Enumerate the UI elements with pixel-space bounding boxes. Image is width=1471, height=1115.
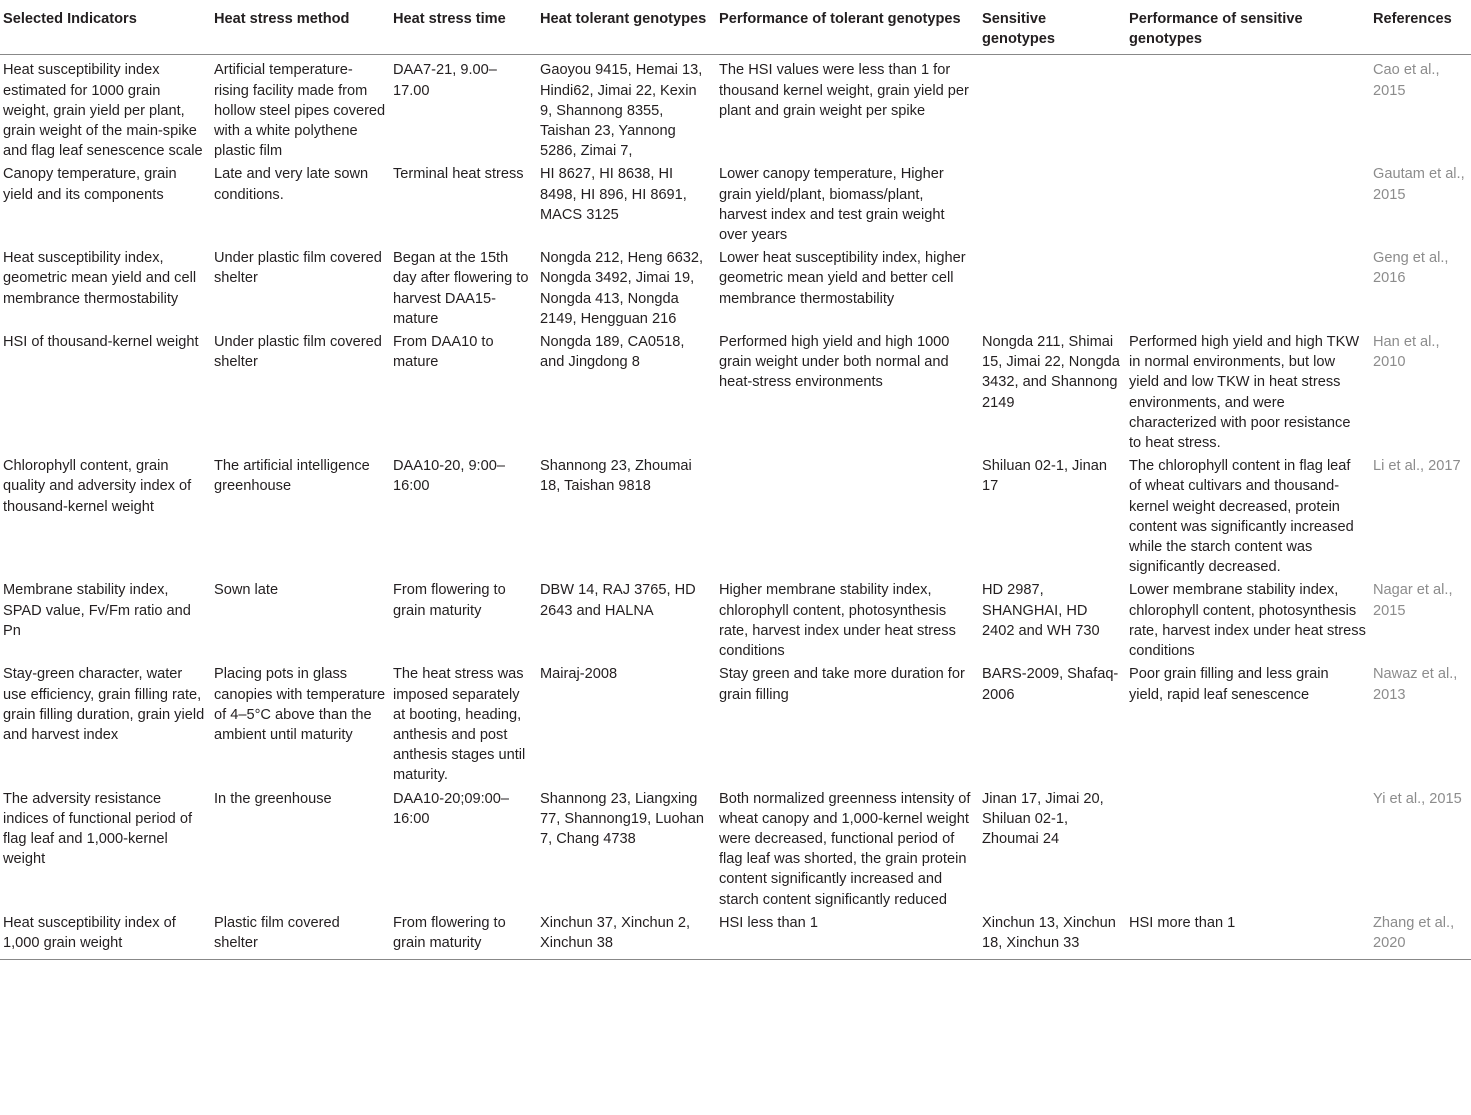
table-row bbox=[0, 663, 1471, 787]
cell-tolerant-performance: Performed high yield and high 1000 grain weight under both normal and heat-stress environments bbox=[719, 334, 950, 391]
table-row bbox=[0, 55, 1471, 164]
cell-tolerant-performance: Higher membrane stability index, chlorophyll content, photosynthesis rate, harvest index under heat stress conditions bbox=[719, 582, 956, 660]
cell-indicators: The adversity resistance indices of functional period of flag leaf and 1,000-kernel weight bbox=[3, 790, 193, 868]
cell-sensitive-genotypes: Nongda 211, Shimai 15, Jimai 22, Nongda 3432, and Shannong 2149 bbox=[982, 334, 1120, 411]
cell-method: Under plastic film covered shelter bbox=[214, 250, 382, 287]
table-header bbox=[0, 0, 1471, 55]
cell-time: From flowering to grain maturity bbox=[390, 912, 537, 960]
cell-reference: Yi et al., 2015 bbox=[1373, 790, 1462, 807]
cell-sensitive-performance: The chlorophyll content in flag leaf of wheat cultivars and thousand-kernel weight decreased, protein content was significantly increased while the starch content was significantly decreased. bbox=[1129, 458, 1354, 576]
cell-time: DAA7-21, 9.00–17.00 bbox=[393, 62, 497, 99]
cell-sensitive-performance: Lower membrane stability index, chlorophyll content, photosynthesis rate, harvest index under heat stress conditions bbox=[1129, 582, 1366, 660]
cell-indicators: Membrane stability index, SPAD value, Fv/Fm ratio and Pn bbox=[3, 582, 191, 639]
header-heat-tolerant-genotypes: Heat tolerant genotypes bbox=[537, 0, 716, 55]
cell-method: Placing pots in glass canopies with temperature of 4–5°C above than the ambient until maturity bbox=[214, 666, 386, 743]
cell-tolerant-genotypes: HI 8627, HI 8638, HI 8498, HI 896, HI 8691, MACS 3125 bbox=[540, 166, 687, 223]
cell-indicators: Heat susceptibility index, geometric mean yield and cell membrance thermostability bbox=[3, 250, 197, 307]
cell-time: The heat stress was imposed separately at booting, heading, anthesis and post anthesis stages until maturity. bbox=[393, 666, 526, 784]
header-references: References bbox=[1370, 0, 1471, 55]
cell-time: DAA10-20;09:00–16:00 bbox=[393, 790, 510, 827]
cell-indicators: Stay-green character, water use efficiency, grain filling rate, grain filling duration, grain yield and harvest index bbox=[3, 666, 205, 743]
cell-tolerant-genotypes: Gaoyou 9415, Hemai 13, Hindi62, Jimai 22, Kexin 9, Shannong 8355, Taishan 23, Yannong 5286, Zimai 7, bbox=[540, 62, 703, 160]
cell-indicators: HSI of thousand-kernel weight bbox=[3, 334, 199, 351]
header-heat-stress-time: Heat stress time bbox=[390, 0, 537, 55]
table-body bbox=[0, 55, 1471, 960]
cell-sensitive-genotypes: HD 2987, SHANGHAI, HD 2402 and WH 730 bbox=[982, 582, 1100, 639]
cell-reference: Zhang et al., 2020 bbox=[1370, 912, 1471, 960]
table-row bbox=[0, 912, 1471, 960]
cell-indicators: Canopy temperature, grain yield and its components bbox=[3, 166, 177, 203]
header-sensitive-genotypes: Sensitive genotypes bbox=[979, 0, 1126, 55]
table-row bbox=[0, 247, 1471, 331]
cell-tolerant-genotypes: DBW 14, RAJ 3765, HD 2643 and HALNA bbox=[540, 582, 696, 619]
table-row bbox=[0, 163, 1471, 247]
cell-tolerant-performance: Both normalized greenness intensity of wheat canopy and 1,000-kernel weight were decreased, functional period of flag leaf was shorted, the grain protein content significantly increased and starch content significantly reduced bbox=[719, 790, 971, 908]
cell-time: Began at the 15th day after flowering to harvest DAA15-mature bbox=[393, 250, 529, 327]
table-row bbox=[0, 455, 1471, 579]
cell-method: Plastic film covered shelter bbox=[211, 912, 390, 960]
cell-method: Under plastic film covered shelter bbox=[214, 334, 382, 371]
cell-time: From flowering to grain maturity bbox=[393, 582, 506, 619]
cell-reference: Nawaz et al., 2013 bbox=[1373, 666, 1458, 703]
header-performance-tolerant: Performance of tolerant genotypes bbox=[716, 0, 979, 55]
cell-time: DAA10-20, 9:00–16:00 bbox=[393, 458, 505, 495]
cell-sensitive-performance bbox=[1126, 247, 1370, 331]
cell-method: Late and very late sown conditions. bbox=[214, 166, 369, 203]
cell-sensitive-genotypes: Xinchun 13, Xinchun 18, Xinchun 33 bbox=[979, 912, 1126, 960]
cell-method: In the greenhouse bbox=[214, 790, 332, 807]
cell-reference: Gautam et al., 2015 bbox=[1373, 166, 1465, 203]
cell-reference: Geng et al., 2016 bbox=[1373, 250, 1449, 287]
cell-method: The artificial intelligence greenhouse bbox=[214, 458, 370, 495]
cell-tolerant-genotypes: Shannong 23, Liangxing 77, Shannong19, Luohan 7, Chang 4738 bbox=[540, 790, 704, 847]
cell-tolerant-performance: Stay green and take more duration for grain filling bbox=[719, 666, 965, 703]
cell-sensitive-genotypes bbox=[979, 247, 1126, 331]
cell-method: Artificial temperature-rising facility made from hollow steel pipes covered with a white polythene plastic film bbox=[214, 62, 386, 160]
cell-tolerant-performance bbox=[716, 455, 979, 579]
cell-tolerant-genotypes: Nongda 212, Heng 6632, Nongda 3492, Jimai 19, Nongda 413, Nongda 2149, Hengguan 216 bbox=[540, 250, 704, 327]
header-selected-indicators: Selected Indicators bbox=[0, 0, 211, 55]
table-row bbox=[0, 331, 1471, 455]
cell-tolerant-performance: HSI less than 1 bbox=[716, 912, 979, 960]
cell-tolerant-genotypes: Xinchun 37, Xinchun 2, Xinchun 38 bbox=[537, 912, 716, 960]
cell-tolerant-genotypes: Nongda 189, CA0518, and Jingdong 8 bbox=[540, 334, 685, 371]
cell-tolerant-genotypes: Shannong 23, Zhoumai 18, Taishan 9818 bbox=[540, 458, 692, 495]
cell-reference: Han et al., 2010 bbox=[1373, 334, 1440, 371]
cell-sensitive-performance: HSI more than 1 bbox=[1126, 912, 1370, 960]
header-performance-sensitive: Performance of sensitive genotypes bbox=[1126, 0, 1370, 55]
cell-sensitive-genotypes bbox=[979, 55, 1126, 164]
cell-sensitive-performance bbox=[1126, 788, 1370, 912]
cell-sensitive-genotypes: Jinan 17, Jimai 20, Shiluan 02-1, Zhoumai 24 bbox=[982, 790, 1104, 847]
table-row bbox=[0, 579, 1471, 663]
cell-sensitive-performance bbox=[1126, 55, 1370, 164]
header-row bbox=[0, 0, 1471, 55]
cell-time: Terminal heat stress bbox=[393, 166, 524, 183]
header-heat-stress-method: Heat stress method bbox=[211, 0, 390, 55]
table-row bbox=[0, 788, 1471, 912]
cell-sensitive-performance: Poor grain filling and less grain yield, rapid leaf senescence bbox=[1129, 666, 1329, 703]
cell-sensitive-performance: Performed high yield and high TKW in normal environments, but low yield and low TKW in heat stress environments, and were characterized with poor resistance to heat stress. bbox=[1129, 334, 1360, 452]
cell-reference: Cao et al., 2015 bbox=[1373, 62, 1440, 99]
cell-indicators: Chlorophyll content, grain quality and adversity index of thousand-kernel weight bbox=[3, 458, 192, 515]
cell-sensitive-genotypes: Shiluan 02-1, Jinan 17 bbox=[982, 458, 1107, 495]
cell-indicators: Heat susceptibility index estimated for 1000 grain weight, grain yield per plant, grain weight of the main-spike and flag leaf senescence scale bbox=[3, 62, 203, 160]
cell-sensitive-genotypes bbox=[979, 163, 1126, 247]
cell-tolerant-performance: Lower heat susceptibility index, higher geometric mean yield and better cell membrance thermostability bbox=[719, 250, 966, 307]
cell-reference: Nagar et al., 2015 bbox=[1373, 582, 1453, 619]
cell-tolerant-genotypes: Mairaj-2008 bbox=[540, 666, 618, 683]
cell-tolerant-performance: Lower canopy temperature, Higher grain yield/plant, biomass/plant, harvest index and test grain weight over years bbox=[719, 166, 945, 244]
cell-sensitive-genotypes: BARS-2009, Shafaq-2006 bbox=[982, 666, 1119, 703]
cell-time: From DAA10 to mature bbox=[393, 334, 494, 371]
cell-sensitive-performance bbox=[1126, 163, 1370, 247]
cell-reference: Li et al., 2017 bbox=[1373, 458, 1461, 475]
cell-method: Sown late bbox=[214, 582, 279, 599]
cell-tolerant-performance: The HSI values were less than 1 for thousand kernel weight, grain yield per plant and grain weight per spike bbox=[719, 62, 969, 119]
cell-indicators: Heat susceptibility index of 1,000 grain weight bbox=[0, 912, 211, 960]
